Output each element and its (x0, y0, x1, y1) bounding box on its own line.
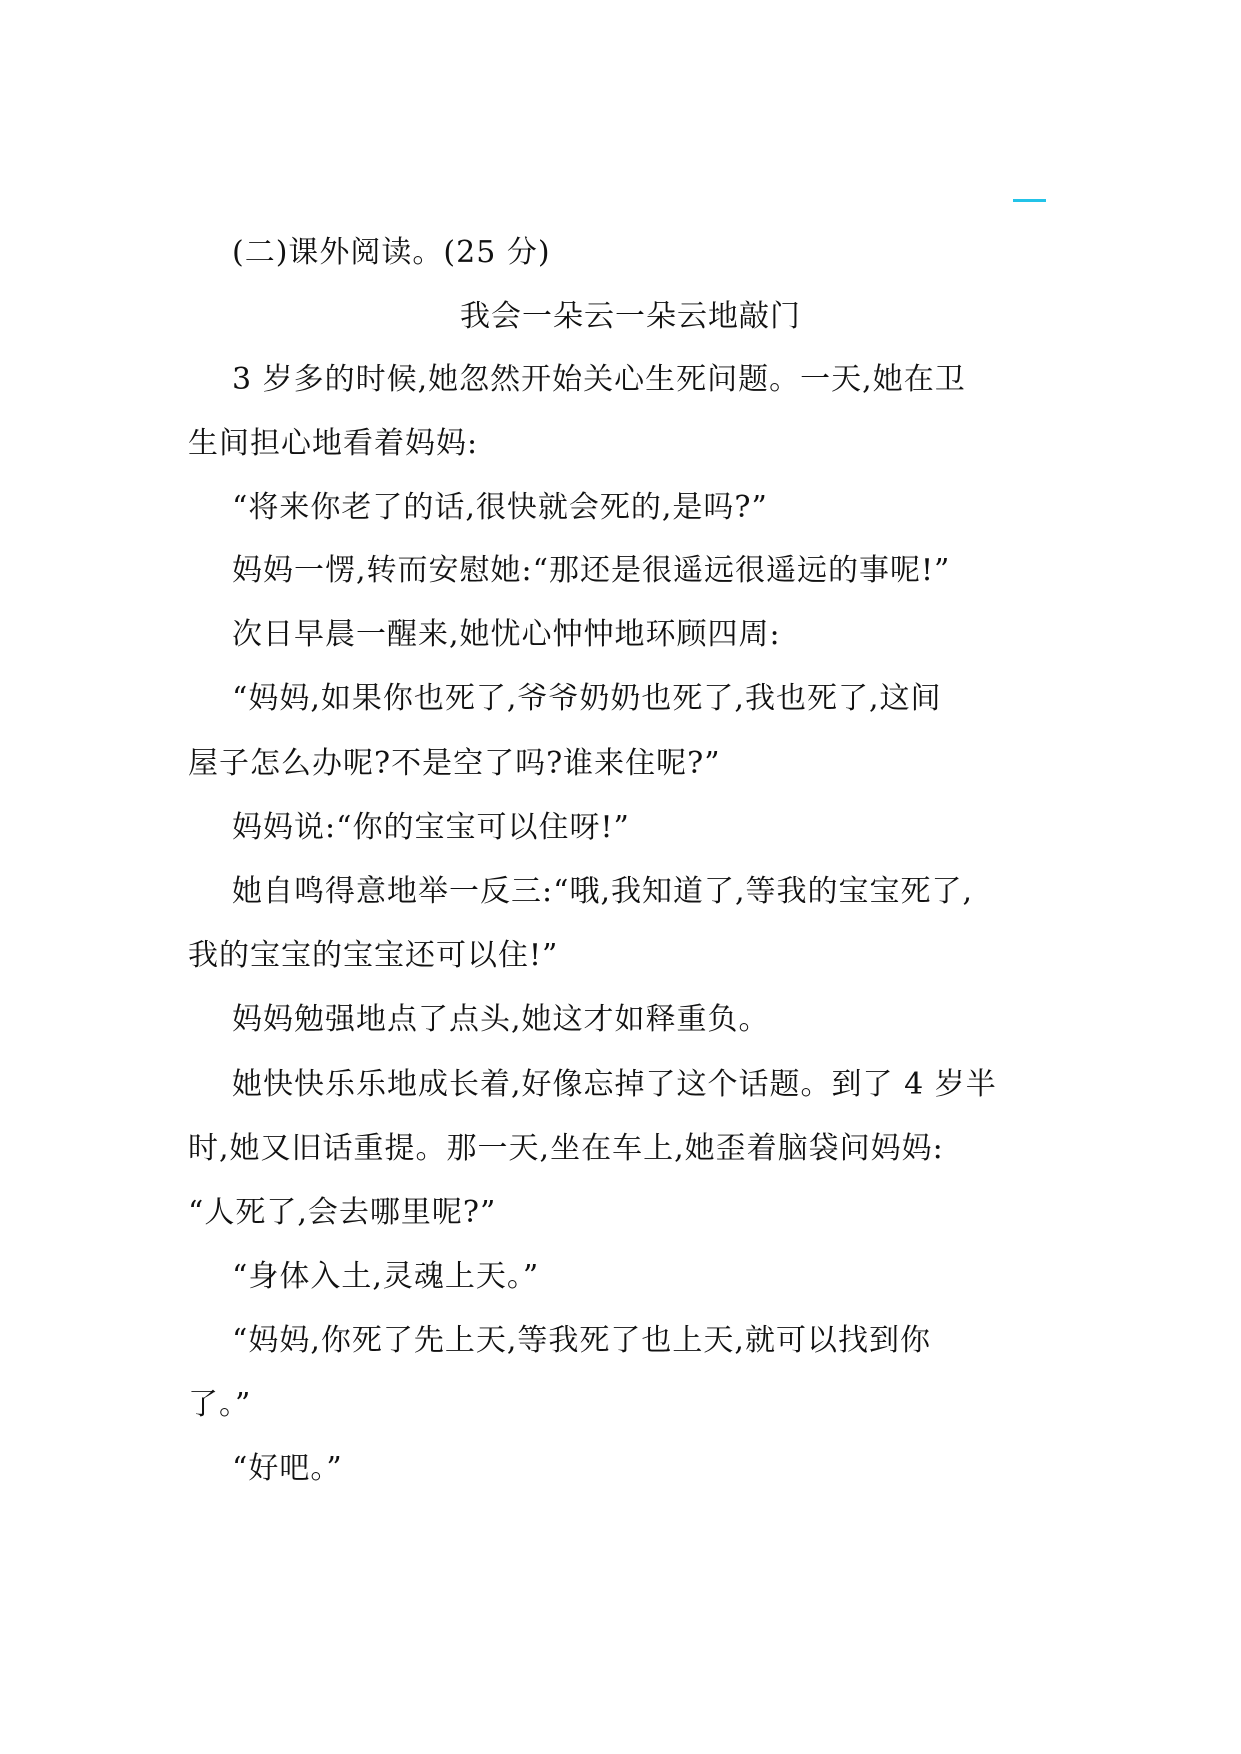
paragraph-line: 她自鸣得意地举一反三:“哦,我知道了,等我的宝宝死了, (232, 874, 974, 909)
paragraph-line: 她快快乐乐地成长着,好像忘掉了这个话题。到了 4 岁半 (232, 1067, 997, 1102)
paragraph-line: 妈妈一愣,转而安慰她:“那还是很遥远很遥远的事呢!” (232, 553, 951, 588)
paragraph-line: “妈妈,如果你也死了,爷爷奶奶也死了,我也死了,这间 (232, 681, 942, 716)
paragraph-line: “妈妈,你死了先上天,等我死了也上天,就可以找到你 (232, 1323, 931, 1358)
paragraph-line: 生间担心地看着妈妈: (188, 426, 479, 461)
paragraph-line: 妈妈说:“你的宝宝可以住呀!” (232, 810, 630, 845)
section-heading: (二)课外阅读。(25 分) (232, 235, 551, 270)
paragraph-line: “将来你老了的话,很快就会死的,是吗?” (232, 490, 768, 525)
paragraph-line: 时,她又旧话重提。那一天,坐在车上,她歪着脑袋问妈妈: (188, 1131, 944, 1166)
paragraph-line: 了。” (188, 1387, 252, 1422)
paragraph-line: 我的宝宝的宝宝还可以住!” (188, 938, 559, 973)
paragraph-line: 3 岁多的时候,她忽然开始关心生死问题。一天,她在卫 (232, 362, 966, 397)
paragraph-line: “身体入土,灵魂上天。” (232, 1259, 540, 1294)
paragraph-line: “人死了,会去哪里呢?” (188, 1195, 497, 1230)
paragraph-line: 次日早晨一醒来,她忧心忡忡地环顾四周: (232, 617, 781, 652)
accent-mark (1013, 199, 1046, 202)
story-title: 我会一朵云一朵云地敲门 (460, 299, 801, 334)
paragraph-line: “好吧。” (232, 1451, 343, 1486)
paragraph-line: 屋子怎么办呢?不是空了吗?谁来住呢?” (188, 746, 721, 781)
paragraph-line: 妈妈勉强地点了点头,她这才如释重负。 (232, 1002, 770, 1037)
